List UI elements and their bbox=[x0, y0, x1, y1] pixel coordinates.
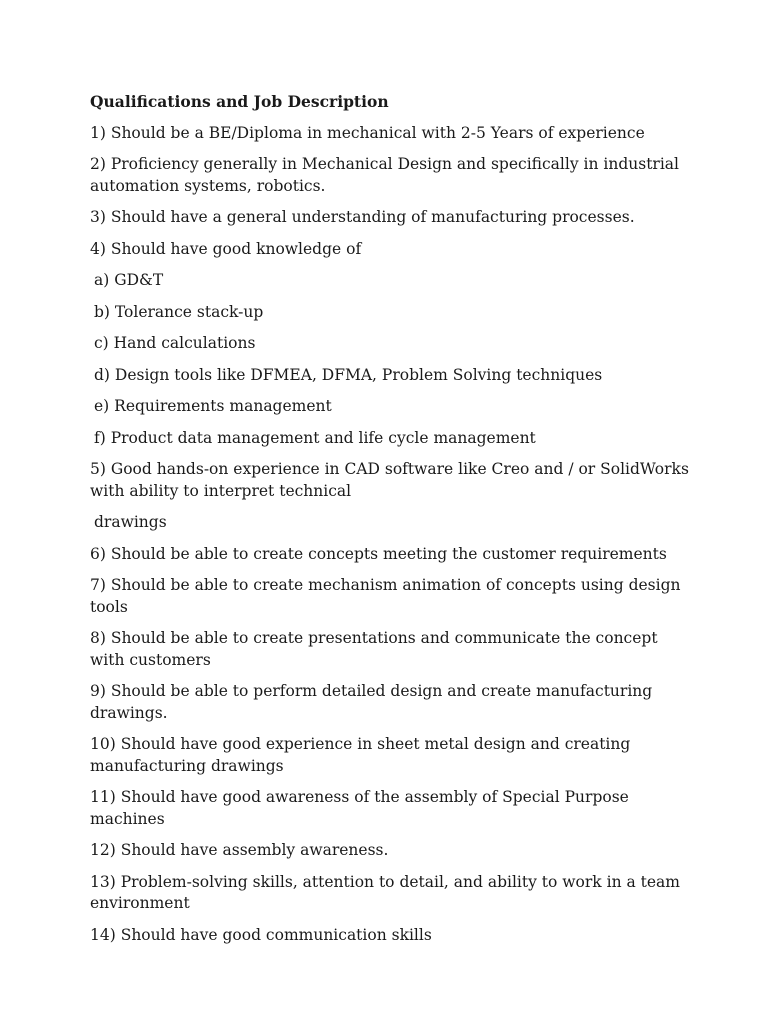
paragraph-1: 1) Should be a BE/Diploma in mechanical with 2-5 Years of experience bbox=[90, 123, 645, 142]
sub-item-e: e) Requirements management bbox=[94, 397, 332, 415]
paragraph-5: 5) Good hands-on experience in CAD software like Creo and / or SolidWorks with ability to interpret technical bbox=[90, 460, 689, 500]
paragraph-13: 13) Problem-solving skills, attention to detail, and ability to work in a team environment bbox=[90, 872, 680, 912]
paragraph-3: 3) Should have a general understanding of manufacturing processes. bbox=[90, 208, 635, 226]
sub-item-c: c) Hand calculations bbox=[94, 334, 256, 352]
paragraph-8: 8) Should be able to create presentations and communicate the concept with customers bbox=[90, 629, 658, 669]
sub-item-d: d) Design tools like DFMEA, DFMA, Problem Solving techniques bbox=[94, 365, 603, 384]
paragraph-10: 10) Should have good experience in sheet metal design and creating manufacturing drawings bbox=[90, 735, 631, 775]
paragraph-12: 12) Should have assembly awareness. bbox=[90, 841, 389, 859]
paragraph-5-continuation: drawings bbox=[94, 513, 167, 531]
sub-item-b: b) Tolerance stack-up bbox=[94, 302, 264, 321]
paragraph-6: 6) Should be able to create concepts meeting the customer requirements bbox=[90, 544, 667, 563]
paragraph-7: 7) Should be able to create mechanism animation of concepts using design tools bbox=[90, 576, 681, 616]
sub-item-f: f) Product data management and life cycle management bbox=[94, 428, 536, 447]
sub-item-a: a) GD&T bbox=[94, 271, 164, 289]
document-title: Qualifications and Job Description bbox=[90, 92, 389, 111]
paragraph-14: 14) Should have good communication skills bbox=[90, 925, 432, 944]
paragraph-9: 9) Should be able to perform detailed design and create manufacturing drawings. bbox=[90, 682, 653, 722]
paragraph-2: 2) Proficiency generally in Mechanical Design and specifically in industrial automation systems, robotics. bbox=[90, 155, 679, 195]
document-page bbox=[90, 91, 690, 956]
paragraph-11: 11) Should have good awareness of the assembly of Special Purpose machines bbox=[90, 788, 629, 828]
paragraph-4: 4) Should have good knowledge of bbox=[90, 239, 362, 258]
